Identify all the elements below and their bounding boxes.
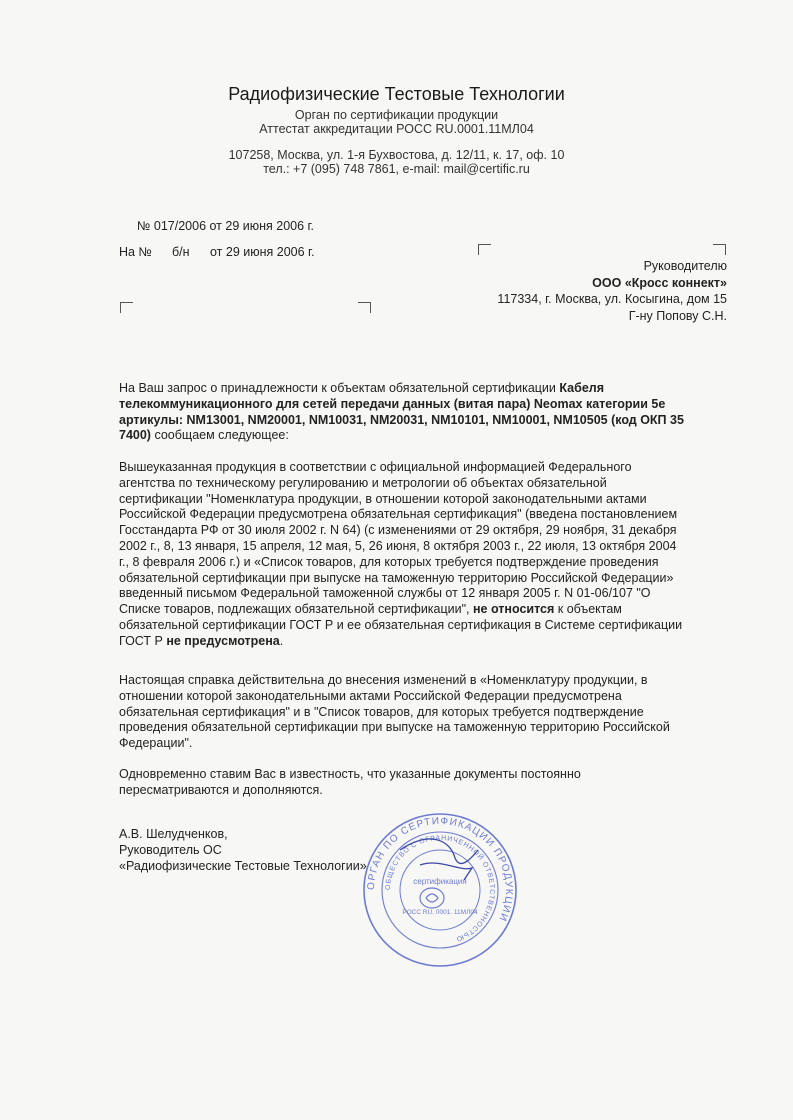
validity-text: Настоящая справка действительна до внесения изменений в «Номенклатуру продукции, в отношении которой законодательными актами Российской Федерации предусмотрена обязательная сертификация" и в "Список товаров, для которых требуется подтверждение проведения обязательной сертификации при выпуске на таможенную территорию Российской Федерации".: [119, 673, 670, 751]
svg-text:ОБЩЕСТВО С ОГРАНИЧЕННОЙ ОТВЕТС: [385, 835, 495, 942]
corner-mark: [478, 244, 491, 255]
not-required-emphasis: не предусмотрена: [166, 633, 280, 648]
addressee-person: Г-ну Попову С.Н.: [628, 308, 727, 323]
org-contacts: тел.: +7 (095) 748 7861, e-mail: mail@certific.ru: [263, 162, 530, 176]
incoming-number: б/н: [172, 245, 190, 259]
addressee-block: [497, 258, 727, 324]
notice-text: Одновременно ставим Вас в известность, что указанные документы постоянно пересматриваются и дополняются.: [119, 767, 581, 797]
outgoing-number: № 017/2006 от 29 июня 2006 г.: [137, 219, 315, 233]
product-description: Кабеля телекоммуникационного для сетей передачи данных (витая пара) Neomax категории 5е артикулы: NM13001, NM20001, NM10031, NM20031, NM10101, NM10001, NM10505 (код ОКП 35 7400): [119, 381, 684, 443]
conclusion-text: к объектам обязательной сертификации ГОСТ Р и ее обязательная сертификация в Системе сертификации ГОСТ Р: [119, 602, 683, 648]
signer-name: А.В. Шелудченков,: [119, 827, 228, 841]
org-subtitle: Орган по сертификации продукции: [294, 108, 499, 122]
corner-mark: [713, 244, 726, 255]
request-outro: сообщаем следующее:: [150, 428, 289, 443]
stamp-emblem: [420, 888, 444, 908]
paragraph-conclusion: [119, 460, 689, 650]
incoming-date: от 29 июня 2006 г.: [210, 245, 315, 259]
addressee-address: 117334, г. Москва, ул. Косыгина, дом 15: [497, 292, 727, 306]
paragraph-request: [119, 381, 689, 444]
conclusion-text: Вышеуказанная продукция в соответствии с официальной информацией Федерального агентства по техническому регулированию и метрологии об объектах обязательной сертификации "Номенклатура продукции, в отношении которой законодательными актами Российской Федерации предусмотрена обязательная сертификация" (введена постановлением Госстандарта РФ от 30 июля 2002 г. N 64) (с изменениями от 29 октября, 29 ноября, 31 декабря 2002 г., 8, 13 января, 15 апреля, 12 мая, 5, 26 июня, 8 октября 2003 г., 22 июля, 13 октября 2004 г., 8 февраля 2006 г.) и «Список товаров, для которых требуется подтверждение проведения обязательной сертификации при выпуске на таможенную территорию Российской Федерации» введенный письмом Федеральной таможенной службы от 12 января 2005 г. N 01-06/107 "О Списке товаров, подлежащих обязательной сертификации",: [119, 460, 678, 617]
corner-mark: [120, 302, 133, 313]
paragraph-notice: [119, 767, 689, 799]
accreditation: Аттестат аккредитации РОСС RU.0001.11МЛ04: [259, 122, 534, 136]
addressee-company: ООО «Кросс коннект»: [592, 275, 727, 290]
org-address: 107258, Москва, ул. 1-я Бухвостова, д. 12/11, к. 17, оф. 10: [228, 148, 565, 162]
stamp-reg-number: РОСС RU. 0001. 11МЛ04: [402, 909, 478, 916]
corner-mark: [358, 302, 371, 313]
incoming-label: На №: [119, 245, 152, 259]
signature-block: [119, 826, 367, 874]
stamp-inner-text: ОБЩЕСТВО С ОГРАНИЧЕННОЙ ОТВЕТСТВЕННОСТЬЮ: [384, 834, 496, 943]
addressee-position: Руководителю: [643, 259, 727, 273]
org-name: Радиофизические Тестовые Технологии: [228, 84, 565, 104]
certification-stamp: [360, 810, 520, 970]
stamp-outer-text: ОРГАН ПО СЕРТИФИКАЦИИ ПРОДУКЦИИ: [365, 815, 515, 924]
request-intro: На Ваш запрос о принадлежности к объектам обязательной сертификации: [119, 381, 560, 395]
conclusion-text: .: [279, 633, 284, 648]
signer-title: Руководитель ОС: [119, 843, 222, 857]
paragraph-validity: [119, 673, 689, 752]
signer-organization: «Радиофизические Тестовые Технологии»: [119, 859, 367, 873]
stamp-center-label: сертификация: [413, 877, 467, 886]
not-applicable-emphasis: не относится: [473, 602, 555, 617]
